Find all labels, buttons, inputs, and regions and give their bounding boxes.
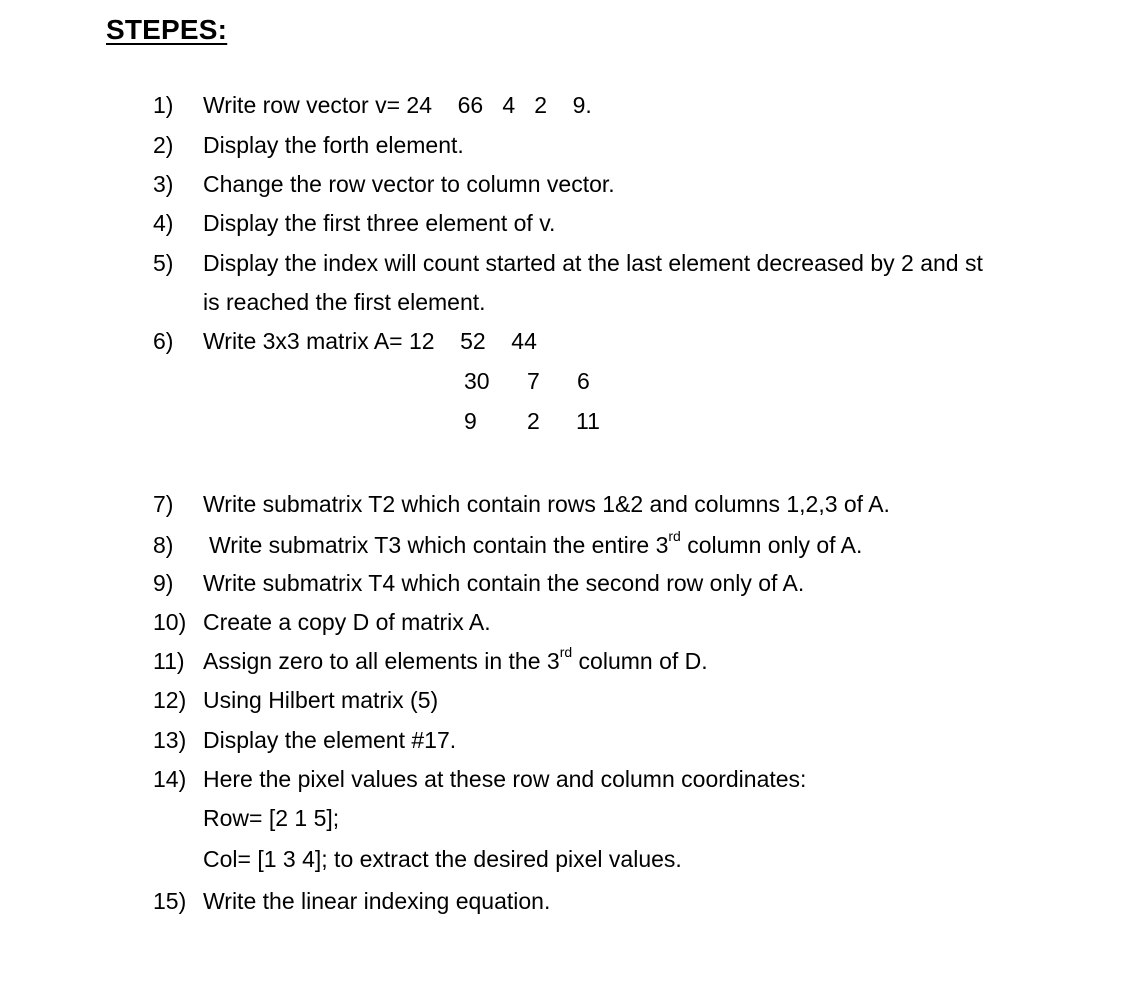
- matrix-cell: 9: [464, 408, 477, 434]
- step-text: Display the index will count started at the last element decreased by 2 and st: [203, 250, 983, 276]
- step-number: 2): [153, 132, 174, 158]
- step-number: 6): [153, 328, 174, 354]
- step-text-part: Assign zero to all elements in the 3: [203, 648, 560, 674]
- matrix-cell: 7: [527, 368, 540, 394]
- step-text-continuation: Col= [1 3 4]; to extract the desired pixel values.: [203, 846, 682, 872]
- step-text-continuation: Row= [2 1 5];: [203, 805, 340, 831]
- superscript: rd: [559, 644, 573, 661]
- step-text-part: Write submatrix T3 which contain the entire 3: [209, 532, 669, 558]
- step-number: 3): [153, 171, 174, 197]
- step-text: Write submatrix T2 which contain rows 1&2 and columns 1,2,3 of A.: [203, 491, 890, 517]
- step-number: 1): [153, 92, 174, 118]
- matrix-cell: 6: [577, 368, 590, 394]
- step-number: 11): [153, 648, 185, 674]
- step-number: 5): [153, 250, 174, 276]
- step-text: Create a copy D of matrix A.: [203, 609, 491, 635]
- matrix-cell: 2: [527, 408, 540, 434]
- step-number: 4): [153, 210, 174, 236]
- step-number: 10): [153, 609, 187, 635]
- step-number: 8): [153, 532, 174, 558]
- step-text: Write row vector v= 24 66 4 2 9.: [203, 92, 592, 118]
- step-text: Using Hilbert matrix (5): [203, 687, 439, 713]
- step-number: 7): [153, 491, 174, 517]
- step-number: 15): [153, 888, 187, 914]
- step-text: Write the linear indexing equation.: [203, 888, 551, 914]
- step-text: Here the pixel values at these row and column coordinates:: [203, 766, 807, 792]
- superscript: rd: [668, 528, 681, 545]
- step-number: 9): [153, 570, 174, 596]
- step-text: Display the first three element of v.: [203, 210, 556, 236]
- step-number: 14): [153, 766, 187, 792]
- step-number: 13): [153, 727, 187, 753]
- step-text: Change the row vector to column vector.: [203, 171, 615, 197]
- page-title: STEPES:: [106, 14, 228, 45]
- step-text: [203, 646, 708, 676]
- step-text: [209, 530, 862, 560]
- matrix-cell: 30: [464, 368, 490, 394]
- step-text: Write submatrix T4 which contain the second row only of A.: [203, 570, 805, 596]
- step-text-continuation: is reached the first element.: [203, 289, 486, 315]
- step-text: Write 3x3 matrix A= 12 52 44: [203, 328, 537, 354]
- matrix-cell: 11: [576, 408, 600, 434]
- step-text: Display the element #17.: [203, 727, 457, 753]
- step-number: 12): [153, 687, 187, 713]
- step-text: Display the forth element.: [203, 132, 464, 158]
- step-text-part: column of D.: [572, 648, 708, 674]
- step-text-part: column only of A.: [680, 532, 863, 558]
